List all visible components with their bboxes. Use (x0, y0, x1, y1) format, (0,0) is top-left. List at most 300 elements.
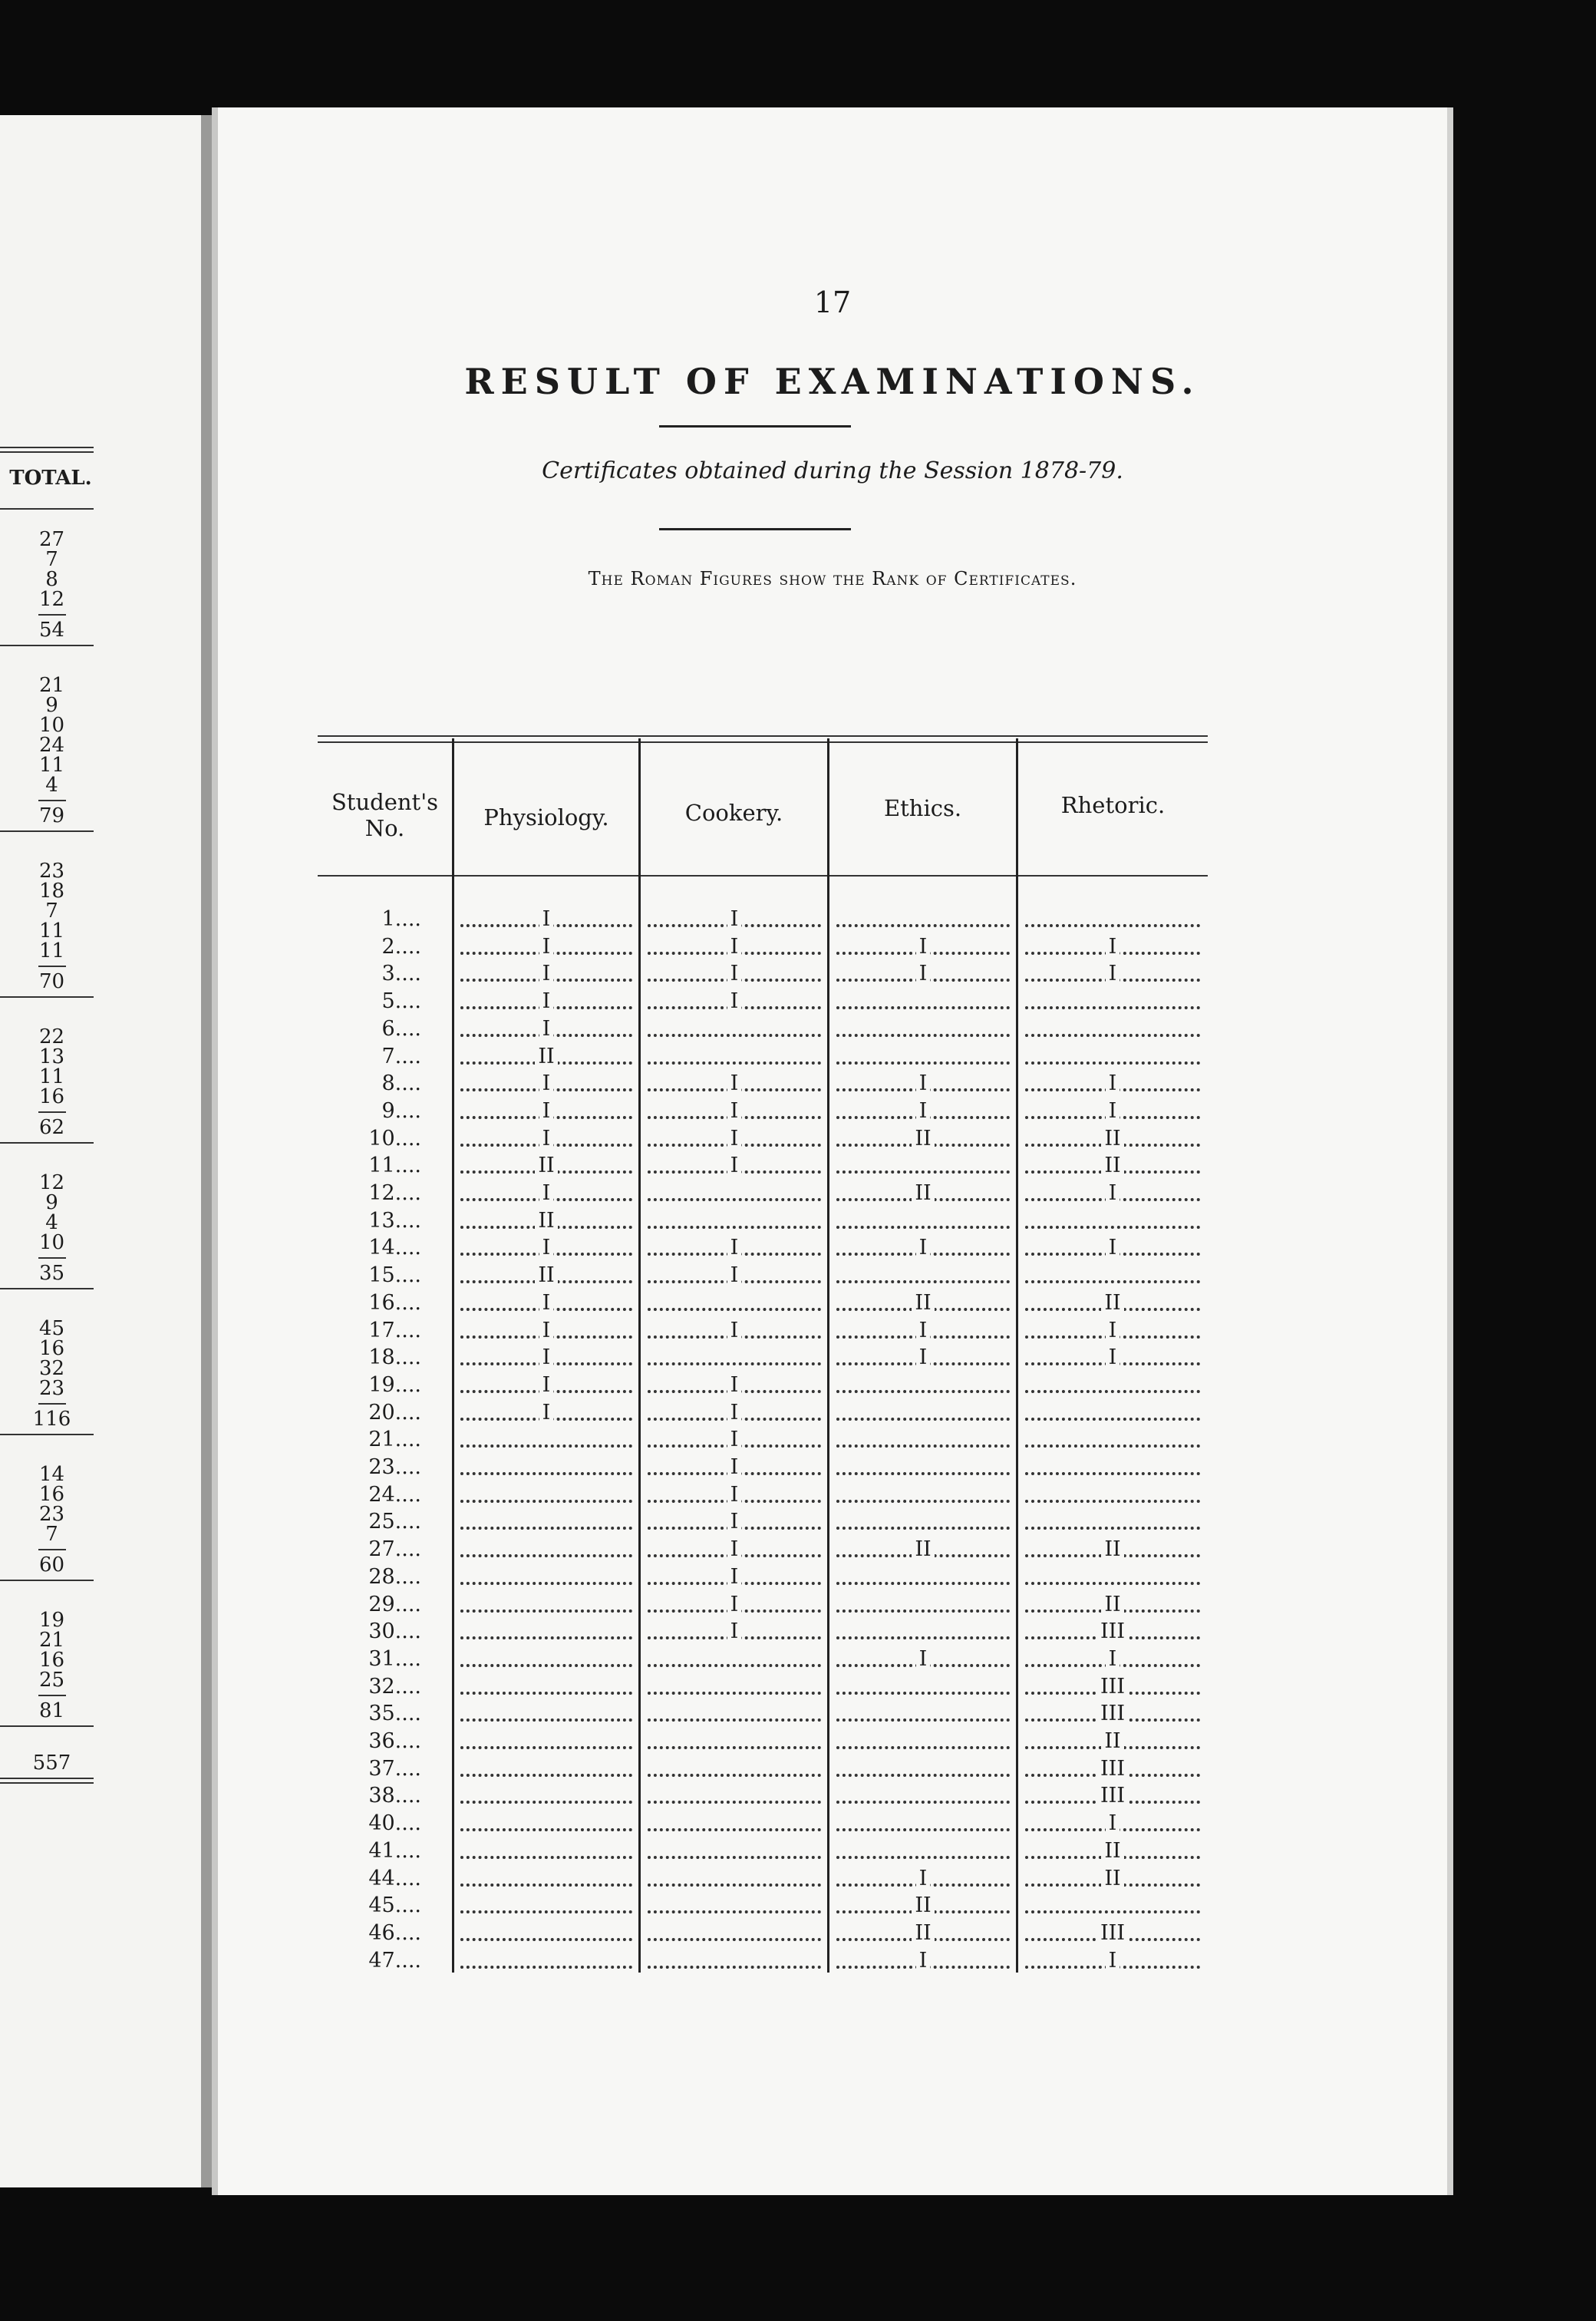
rank-mark: I (916, 1865, 931, 1893)
ethics-cell (832, 1262, 1014, 1289)
left-group-rule (0, 1142, 94, 1144)
rank-mark: I (727, 1426, 742, 1454)
left-subtotal-rule (38, 1257, 66, 1259)
page-number: 17 (813, 286, 852, 319)
cookery-cell (643, 1180, 826, 1207)
rank-mark: I (539, 1234, 554, 1262)
student-number: 27.... (368, 1537, 421, 1562)
rhetoric-cell (1021, 1098, 1205, 1125)
left-subtotal-rule (38, 966, 66, 967)
student-number: 11.... (368, 1154, 421, 1178)
cookery-cell (643, 1481, 826, 1509)
rhetoric-cell (1021, 1563, 1205, 1591)
ethics-cell (832, 1591, 1014, 1619)
physiology-cell (456, 960, 637, 988)
left-value: 12 (38, 1171, 65, 1194)
rank-mark: II (1101, 1591, 1123, 1619)
rhetoric-cell (1021, 1344, 1205, 1372)
cookery-cell (643, 1920, 826, 1947)
document-page (212, 107, 1447, 2195)
cookery-cell (643, 1563, 826, 1591)
ethics-cell (832, 1043, 1014, 1071)
physiology-cell (456, 1563, 637, 1591)
left-value: 12 (38, 588, 65, 611)
ethics-cell (832, 1207, 1014, 1235)
rhetoric-cell (1021, 1673, 1205, 1701)
rank-mark: II (912, 1125, 934, 1153)
student-number: 45.... (368, 1893, 421, 1918)
physiology-cell (456, 1043, 637, 1071)
student-number: 31.... (368, 1646, 421, 1671)
rank-mark: I (539, 1399, 554, 1427)
cookery-cell (643, 1426, 826, 1454)
student-number: 6.... (381, 1016, 421, 1041)
rank-mark: I (539, 960, 554, 988)
ethics-cell (832, 1728, 1014, 1755)
student-number: 47.... (368, 1948, 421, 1973)
physiology-cell (456, 1508, 637, 1536)
rank-mark: I (727, 1481, 742, 1509)
cookery-cell (643, 1262, 826, 1289)
left-subtotal-rule (38, 1403, 66, 1405)
student-number: 25.... (368, 1510, 421, 1534)
left-subtotal-rule (38, 1111, 66, 1113)
physiology-cell (456, 1015, 637, 1043)
left-value: 9 (45, 1191, 58, 1214)
left-group-total: 79 (38, 804, 65, 827)
rank-mark: III (1097, 1618, 1128, 1646)
rank-mark: I (539, 1317, 554, 1345)
ethics-cell (832, 1481, 1014, 1509)
rhetoric-cell (1021, 960, 1205, 988)
subtitle-rule (659, 528, 851, 530)
student-number: 1.... (381, 907, 421, 931)
rank-mark: I (1106, 1344, 1120, 1372)
physiology-cell (456, 1947, 637, 1975)
left-value: 8 (45, 568, 58, 591)
ethics-cell (832, 988, 1014, 1015)
student-number: 18.... (368, 1345, 421, 1370)
left-value: 23 (38, 860, 65, 883)
left-value: 18 (38, 880, 65, 903)
rhetoric-cell (1021, 1810, 1205, 1837)
rhetoric-cell (1021, 1317, 1205, 1345)
left-value: 7 (45, 548, 58, 571)
ethics-cell (832, 960, 1014, 988)
left-group-total: 54 (38, 619, 65, 642)
rank-mark: III (1097, 1755, 1128, 1783)
physiology-cell (456, 1289, 637, 1317)
left-value: 22 (38, 1025, 65, 1048)
student-number: 17.... (368, 1318, 421, 1342)
physiology-cell (456, 1125, 637, 1153)
left-header-rule (0, 508, 94, 510)
header-ethics: Ethics. (883, 795, 962, 821)
rank-mark: II (912, 1536, 934, 1563)
rank-mark: I (539, 1289, 554, 1317)
rank-mark: II (535, 1262, 557, 1289)
left-group-rule (0, 996, 94, 998)
student-number: 20.... (368, 1400, 421, 1425)
student-number: 14.... (368, 1236, 421, 1260)
student-number: 13.... (368, 1208, 421, 1233)
rank-mark: I (1106, 1646, 1120, 1673)
rank-mark: II (1101, 1289, 1123, 1317)
left-group-total: 81 (38, 1699, 65, 1722)
physiology-cell (456, 1180, 637, 1207)
cookery-cell (643, 1947, 826, 1975)
cookery-cell (643, 1098, 826, 1125)
subtitle: Certificates obtained during the Session 1878-79. (542, 457, 1123, 484)
left-value: 13 (38, 1045, 65, 1068)
ethics-cell (832, 1070, 1014, 1098)
physiology-cell (456, 1728, 637, 1755)
rank-mark: I (727, 1317, 742, 1345)
rank-mark: II (535, 1043, 557, 1071)
rhetoric-cell (1021, 1454, 1205, 1481)
student-number: 46.... (368, 1920, 421, 1945)
rank-mark: I (727, 1070, 742, 1098)
left-final-rule (0, 1778, 94, 1784)
cookery-cell (643, 906, 826, 933)
left-top-rule (0, 447, 94, 453)
student-number: 37.... (368, 1756, 421, 1781)
cookery-cell (643, 1865, 826, 1893)
rank-mark: I (916, 933, 931, 961)
physiology-cell (456, 1234, 637, 1262)
physiology-cell (456, 1317, 637, 1345)
ethics-cell (832, 1755, 1014, 1783)
rank-mark: I (539, 1180, 554, 1207)
rhetoric-cell (1021, 1536, 1205, 1563)
col-divider-4 (1016, 738, 1018, 1973)
physiology-cell (456, 1837, 637, 1865)
header-student-no: Student's No. (331, 789, 439, 841)
cookery-cell (643, 1782, 826, 1810)
physiology-cell (456, 1454, 637, 1481)
rhetoric-cell (1021, 1372, 1205, 1399)
results-table (318, 622, 1208, 2003)
rank-mark: I (727, 960, 742, 988)
header-cookery: Cookery. (684, 800, 783, 826)
left-value: 45 (38, 1317, 65, 1340)
left-value: 11 (38, 754, 65, 777)
cookery-cell (643, 1728, 826, 1755)
physiology-cell (456, 933, 637, 961)
left-group-total: 35 (38, 1262, 65, 1285)
left-subtotal-rule (38, 1549, 66, 1550)
cookery-cell (643, 1344, 826, 1372)
cookery-cell (643, 1673, 826, 1701)
rank-mark: I (727, 1454, 742, 1481)
physiology-cell (456, 1920, 637, 1947)
cookery-cell (643, 1837, 826, 1865)
left-value: 21 (38, 1629, 65, 1652)
rank-mark: II (912, 1289, 934, 1317)
cookery-cell (643, 1399, 826, 1427)
page-title: RESULT OF EXAMINATIONS. (464, 361, 1201, 402)
left-value: 19 (38, 1609, 65, 1632)
rhetoric-cell (1021, 1591, 1205, 1619)
left-value: 11 (38, 939, 65, 962)
col-divider-1 (452, 738, 454, 1973)
ethics-cell (832, 1180, 1014, 1207)
rank-mark: I (727, 1508, 742, 1536)
student-number: 29.... (368, 1592, 421, 1616)
physiology-cell (456, 1700, 637, 1728)
physiology-cell (456, 1481, 637, 1509)
rhetoric-cell (1021, 988, 1205, 1015)
rank-mark: I (916, 1234, 931, 1262)
rank-mark: I (539, 988, 554, 1015)
rank-mark: I (916, 1317, 931, 1345)
physiology-cell (456, 1591, 637, 1619)
rank-mark: I (916, 960, 931, 988)
student-number: 2.... (381, 934, 421, 959)
header-bottom-rule (318, 875, 1208, 877)
rank-mark: I (916, 1344, 931, 1372)
rank-mark: III (1097, 1700, 1128, 1728)
rhetoric-cell (1021, 1728, 1205, 1755)
rank-mark: I (727, 1262, 742, 1289)
rhetoric-cell (1021, 1920, 1205, 1947)
rank-mark: I (1106, 1317, 1120, 1345)
rhetoric-cell (1021, 1180, 1205, 1207)
rank-mark: III (1097, 1920, 1128, 1947)
physiology-cell (456, 906, 637, 933)
rank-mark: II (1101, 1152, 1123, 1180)
cookery-cell (643, 1646, 826, 1673)
student-number: 35.... (368, 1702, 421, 1726)
student-number: 24.... (368, 1482, 421, 1507)
rank-mark: I (727, 1125, 742, 1153)
rhetoric-cell (1021, 1782, 1205, 1810)
ethics-cell (832, 1399, 1014, 1427)
col-divider-2 (638, 738, 641, 1973)
left-value: 16 (38, 1085, 65, 1108)
left-value: 11 (38, 1065, 65, 1088)
col-divider-3 (827, 738, 829, 1973)
left-group-rule (0, 1288, 94, 1289)
rank-mark: I (916, 1070, 931, 1098)
rhetoric-cell (1021, 1837, 1205, 1865)
physiology-cell (456, 1344, 637, 1372)
left-subtotal-rule (38, 1695, 66, 1696)
ethics-cell (832, 1454, 1014, 1481)
ethics-cell (832, 1782, 1014, 1810)
left-value: 27 (38, 528, 65, 551)
ethics-cell (832, 933, 1014, 961)
ethics-cell (832, 1372, 1014, 1399)
ethics-cell (832, 1344, 1014, 1372)
totals-column (0, 115, 201, 2187)
rhetoric-cell (1021, 906, 1205, 933)
left-group-rule (0, 1580, 94, 1581)
student-number: 3.... (381, 962, 421, 986)
ethics-cell (832, 1810, 1014, 1837)
title-rule (659, 425, 851, 428)
physiology-cell (456, 1098, 637, 1125)
physiology-cell (456, 1892, 637, 1920)
left-group-total: 62 (38, 1116, 65, 1139)
ethics-cell (832, 1700, 1014, 1728)
physiology-cell (456, 1399, 637, 1427)
rhetoric-cell (1021, 933, 1205, 961)
rhetoric-cell (1021, 1865, 1205, 1893)
ethics-cell (832, 1125, 1014, 1153)
rank-mark: I (727, 1399, 742, 1427)
cookery-cell (643, 1207, 826, 1235)
rank-mark: I (727, 1372, 742, 1399)
rank-mark: II (535, 1207, 557, 1235)
rhetoric-cell (1021, 1947, 1205, 1975)
physiology-cell (456, 1070, 637, 1098)
header-rhetoric: Rhetoric. (1060, 792, 1166, 818)
table-top-rule (318, 735, 1208, 737)
physiology-cell (456, 1372, 637, 1399)
rhetoric-cell (1021, 1289, 1205, 1317)
rank-mark: II (912, 1180, 934, 1207)
rank-mark: I (727, 1591, 742, 1619)
left-value: 16 (38, 1337, 65, 1360)
left-value: 10 (38, 714, 65, 737)
rank-mark: II (1101, 1536, 1123, 1563)
left-value: 23 (38, 1503, 65, 1526)
left-grand-total: 557 (32, 1751, 71, 1775)
left-subtotal-rule (38, 800, 66, 801)
rank-mark: II (912, 1920, 934, 1947)
ethics-cell (832, 1152, 1014, 1180)
left-header: TOTAL. (9, 467, 92, 490)
rhetoric-cell (1021, 1043, 1205, 1071)
ethics-cell (832, 1508, 1014, 1536)
rhetoric-cell (1021, 1508, 1205, 1536)
cookery-cell (643, 1892, 826, 1920)
cookery-cell (643, 1700, 826, 1728)
cookery-cell (643, 1536, 826, 1563)
student-number: 7.... (381, 1044, 421, 1068)
rhetoric-cell (1021, 1618, 1205, 1646)
physiology-cell (456, 1755, 637, 1783)
ethics-cell (832, 1426, 1014, 1454)
rank-mark: II (1101, 1728, 1123, 1755)
rank-mark: I (539, 1125, 554, 1153)
rank-mark: I (916, 1646, 931, 1673)
rank-mark: I (1106, 933, 1120, 961)
physiology-cell (456, 1810, 637, 1837)
cookery-cell (643, 1508, 826, 1536)
physiology-cell (456, 1152, 637, 1180)
cookery-cell (643, 1454, 826, 1481)
student-number: 10.... (368, 1126, 421, 1151)
left-group-total: 60 (38, 1553, 65, 1576)
left-value: 24 (38, 734, 65, 757)
student-number: 19.... (368, 1372, 421, 1397)
cookery-cell (643, 1755, 826, 1783)
ethics-cell (832, 906, 1014, 933)
left-value: 21 (38, 674, 65, 697)
rank-mark: I (1106, 1180, 1120, 1207)
cookery-cell (643, 1591, 826, 1619)
rank-mark: I (539, 1098, 554, 1125)
ethics-cell (832, 1837, 1014, 1865)
rank-mark: I (727, 906, 742, 933)
student-number: 41.... (368, 1838, 421, 1863)
rank-mark: I (727, 1618, 742, 1646)
student-number: 32.... (368, 1674, 421, 1699)
rank-mark: I (1106, 1947, 1120, 1975)
cookery-cell (643, 1317, 826, 1345)
rank-mark: I (916, 1947, 931, 1975)
student-number: 36.... (368, 1729, 421, 1753)
cookery-cell (643, 1070, 826, 1098)
rhetoric-cell (1021, 1125, 1205, 1153)
previous-page-fragment (0, 115, 212, 2187)
rank-mark: II (912, 1892, 934, 1920)
rhetoric-cell (1021, 1426, 1205, 1454)
rank-mark: I (1106, 1810, 1120, 1837)
left-group-rule (0, 1434, 94, 1435)
student-number: 9.... (381, 1098, 421, 1123)
left-value: 32 (38, 1357, 65, 1380)
cookery-cell (643, 1125, 826, 1153)
left-group-total: 116 (32, 1408, 71, 1431)
physiology-cell (456, 1536, 637, 1563)
rank-mark: III (1097, 1673, 1128, 1701)
ethics-cell (832, 1563, 1014, 1591)
cookery-cell (643, 933, 826, 961)
physiology-cell (456, 988, 637, 1015)
ethics-cell (832, 1015, 1014, 1043)
rank-mark: I (539, 1344, 554, 1372)
rank-mark: II (1101, 1837, 1123, 1865)
rhetoric-cell (1021, 1070, 1205, 1098)
ethics-cell (832, 1646, 1014, 1673)
rank-mark: III (1097, 1782, 1128, 1810)
left-value: 7 (45, 900, 58, 923)
left-group-rule (0, 645, 94, 646)
left-value: 23 (38, 1377, 65, 1400)
student-number: 40.... (368, 1811, 421, 1836)
left-value: 9 (45, 694, 58, 717)
table-top-rule-2 (318, 741, 1208, 743)
rhetoric-cell (1021, 1892, 1205, 1920)
rank-mark: I (727, 1098, 742, 1125)
rank-mark: I (1106, 1070, 1120, 1098)
rank-mark: I (539, 1372, 554, 1399)
cookery-cell (643, 1152, 826, 1180)
rhetoric-cell (1021, 1207, 1205, 1235)
ethics-cell (832, 1865, 1014, 1893)
left-subtotal-rule (38, 614, 66, 616)
student-number: 15.... (368, 1263, 421, 1288)
left-value: 14 (38, 1463, 65, 1486)
rank-mark: I (727, 988, 742, 1015)
rank-mark: II (1101, 1125, 1123, 1153)
ethics-cell (832, 1892, 1014, 1920)
physiology-cell (456, 1646, 637, 1673)
cookery-cell (643, 1618, 826, 1646)
left-value: 16 (38, 1649, 65, 1672)
cookery-cell (643, 1015, 826, 1043)
cookery-cell (643, 1289, 826, 1317)
cookery-cell (643, 1234, 826, 1262)
student-number: 8.... (381, 1071, 421, 1096)
rank-mark: II (535, 1152, 557, 1180)
physiology-cell (456, 1262, 637, 1289)
left-value: 10 (38, 1231, 65, 1254)
rhetoric-cell (1021, 1015, 1205, 1043)
